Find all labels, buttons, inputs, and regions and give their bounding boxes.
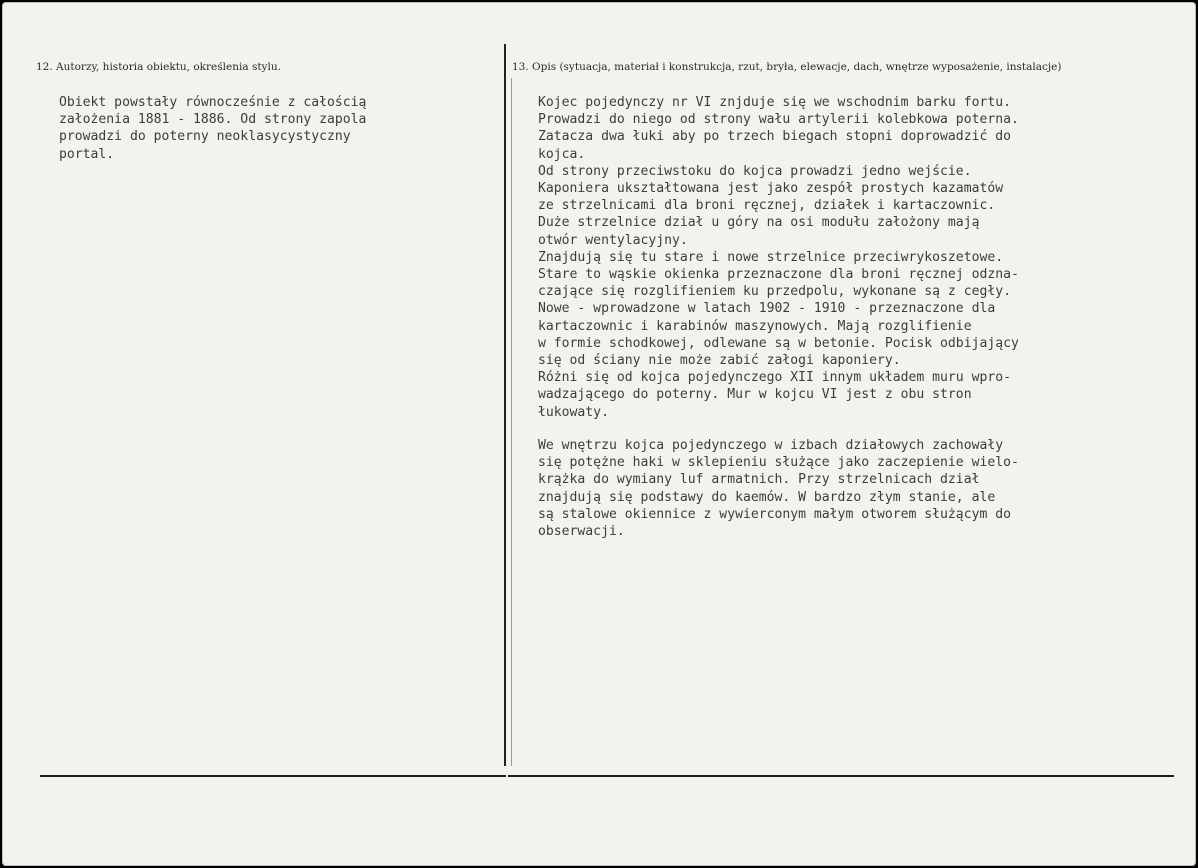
bottom-rule-right xyxy=(508,775,1174,777)
section-13-heading: 13. Opis (sytuacja, materiał i konstrukcja, rzut, bryła, elewacje, dach, wnętrze wyposażenie, instalacje) xyxy=(512,61,1062,73)
section-13-paragraph-2: We wnętrzu kojca pojedynczego w izbach działowych zachowały się potężne haki w sklepieniu służące jako zaczepienie wielo- krążka do wymiany luf armatnich. Przy strzelnicach dział znajdują się podstawy do kaemów. W bardzo złym stanie, ale są stalowe okiennice z wywierconym małym otworem służącym do obserwacji. xyxy=(538,438,1019,540)
section-12-heading: 12. Autorzy, historia obiektu, określenia stylu. xyxy=(36,61,281,73)
form-sheet xyxy=(2,2,1196,866)
column-divider-secondary xyxy=(511,78,512,766)
section-13-paragraph-1: Kojec pojedynczy nr VI znjduje się we wschodnim barku fortu. Prowadzi do niego od strony wału artylerii kolebkowa poterna. Zatacza dwa łuki aby po trzech biegach stopni doprowadzić do kojca. Od strony przeciwstoku do kojca prowadzi jedno wejście. Kaponiera ukształtowana jest jako zespół prostych kazamatów ze strzelnicami dla broni ręcznej, działek i kartaczownic. Duże strzelnice dział u góry na osi modułu założony mają otwór wentylacyjny. Znajdują się tu stare i nowe strzelnice przeciwrykoszetowe. Stare to wąskie okienka przeznaczone dla broni ręcznej odzna- czające się rozglifieniem ku przedpolu, wykonane są z cegły. Nowe - wprowadzone w latach 1902 - 1910 - przeznaczone dla kartaczownic i karabinów maszynowych. Mają rozglifienie w formie schodkowej, odlewane są w betonie. Pocisk odbijający się od ściany nie może zabić załogi kaponiery. Różni się od kojca pojedynczego XII innym układem muru wpro- wadzającego do poterny. Mur w kojcu VI jest z obu stron łukowaty. xyxy=(538,95,1019,420)
section-12-text: Obiekt powstały równocześnie z całością założenia 1881 - 1886. Od strony zapola prowadzi do poterny neoklasycystyczny portal. xyxy=(59,95,367,162)
column-divider xyxy=(504,44,506,766)
bottom-rule-left xyxy=(40,775,506,777)
